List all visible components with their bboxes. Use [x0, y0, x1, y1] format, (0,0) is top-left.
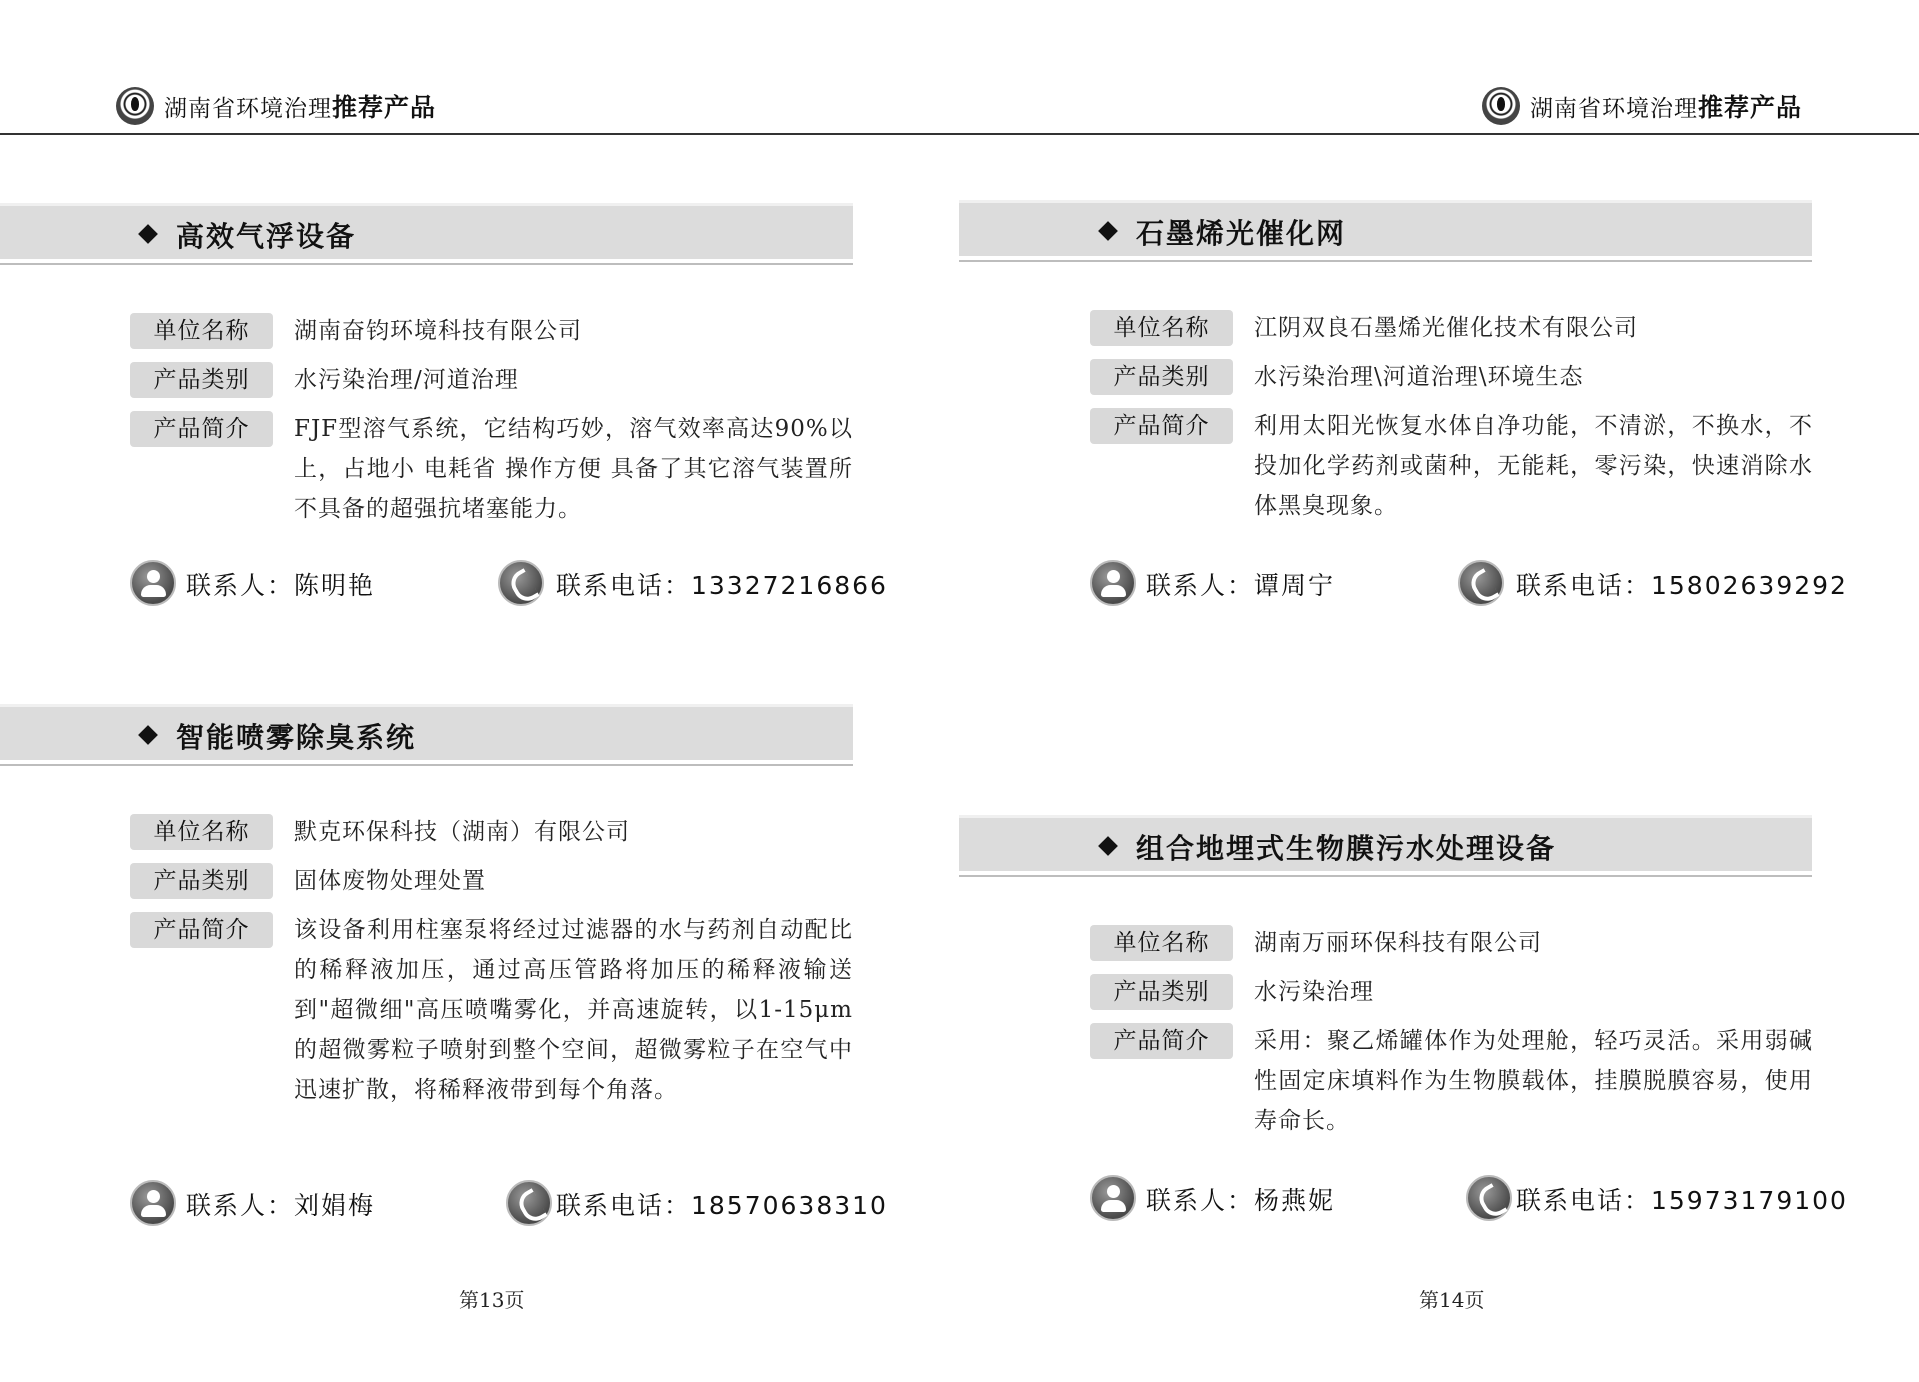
product-card	[0, 704, 888, 1220]
page-number-left: 第13页	[459, 1288, 525, 1312]
running-header-right	[1482, 86, 1802, 126]
product-title: 组合地埋式生物膜污水处理设备	[1136, 832, 1557, 865]
company-label: 单位名称	[1090, 925, 1233, 961]
category-value: 固体废物处理处置	[294, 868, 486, 894]
contact-row	[1090, 560, 1848, 608]
category-value: 水污染治理/河道治理	[294, 367, 519, 393]
product-info	[1090, 925, 1813, 1152]
header-divider	[0, 133, 1919, 135]
contact-row	[130, 1180, 888, 1228]
category-row	[130, 863, 853, 901]
intro-row	[130, 411, 853, 529]
company-row	[130, 313, 853, 351]
product-title-bar	[959, 815, 1812, 871]
page-number-right: 第14页	[1419, 1288, 1485, 1312]
diamond-bullet-icon	[1098, 836, 1118, 856]
category-row	[1090, 359, 1813, 397]
header-title: 湖南省环境治理推荐产品	[164, 93, 437, 122]
intro-value: 利用太阳光恢复水体自净功能，不清淤，不换水，不投加化学药剂或菌种，无能耗，零污染，快速消除水体黑臭现象。	[1254, 413, 1813, 519]
person-icon	[130, 560, 176, 606]
product-title-bar	[0, 203, 853, 259]
contact-person: 联系人：陈明艳	[186, 571, 376, 600]
contact-person: 联系人：杨燕妮	[1146, 1186, 1336, 1215]
product-title-bar	[0, 704, 853, 760]
person-icon	[1090, 560, 1136, 606]
intro-label: 产品简介	[1090, 1023, 1233, 1059]
product-info	[130, 814, 853, 1121]
diamond-bullet-icon	[138, 725, 158, 745]
contact-phone: 联系电话：13327216866	[556, 571, 888, 600]
intro-row	[1090, 408, 1813, 526]
intro-value: 采用：聚乙烯罐体作为处理舱，轻巧灵活。采用弱碱性固定床填料作为生物膜载体，挂膜脱膜容易，使用寿命长。	[1254, 1028, 1813, 1134]
company-value: 江阴双良石墨烯光催化技术有限公司	[1254, 315, 1638, 341]
contact-phone: 联系电话：15973179100	[1516, 1186, 1848, 1215]
category-row	[1090, 974, 1813, 1012]
product-title: 高效气浮设备	[176, 220, 357, 253]
person-icon	[1090, 1175, 1136, 1221]
logo-icon	[1482, 87, 1520, 125]
company-row	[1090, 925, 1813, 963]
phone-icon	[1466, 1175, 1512, 1221]
company-row	[1090, 310, 1813, 348]
company-label: 单位名称	[130, 814, 273, 850]
product-info	[1090, 310, 1813, 537]
company-label: 单位名称	[130, 313, 273, 349]
intro-value: 该设备利用柱塞泵将经过过滤器的水与药剂自动配比的稀释液加压，通过高压管路将加压的稀释液输送到"超微细"高压喷嘴雾化，并高速旋转，以1-15μm 的超微雾粒子喷射到整个空间，超微雾粒子在空气中迅速扩散，将稀释液带到每个角落。	[294, 917, 853, 1103]
logo-icon	[116, 87, 154, 125]
company-value: 湖南奋钧环境科技有限公司	[294, 318, 582, 344]
product-card	[959, 815, 1848, 1215]
category-label: 产品类别	[1090, 974, 1233, 1010]
phone-icon	[498, 560, 544, 606]
diamond-bullet-icon	[1098, 221, 1118, 241]
diamond-bullet-icon	[138, 224, 158, 244]
intro-value: FJF型溶气系统，它结构巧妙，溶气效率高达90%以上，占地小 电耗省 操作方便 具备了其它溶气装置所不具备的超强抗堵塞能力。	[294, 416, 853, 522]
phone-icon	[1458, 560, 1504, 606]
product-info	[130, 313, 853, 540]
company-value: 默克环保科技（湖南）有限公司	[294, 819, 630, 845]
product-title: 智能喷雾除臭系统	[176, 721, 417, 754]
contact-phone: 联系电话：18570638310	[556, 1191, 888, 1220]
product-title: 石墨烯光催化网	[1136, 217, 1347, 250]
company-row	[130, 814, 853, 852]
intro-label: 产品简介	[130, 912, 273, 948]
company-value: 湖南万丽环保科技有限公司	[1254, 930, 1542, 956]
intro-label: 产品简介	[130, 411, 273, 447]
intro-row	[1090, 1023, 1813, 1141]
intro-row	[130, 912, 853, 1110]
company-label: 单位名称	[1090, 310, 1233, 346]
contact-row	[130, 560, 888, 608]
contact-person: 联系人：谭周宁	[1146, 571, 1336, 600]
contact-phone: 联系电话：15802639292	[1516, 571, 1848, 600]
running-header-left	[116, 86, 436, 126]
person-icon	[130, 1180, 176, 1226]
product-card	[959, 200, 1848, 600]
contact-row	[1090, 1175, 1848, 1223]
category-label: 产品类别	[1090, 359, 1233, 395]
category-value: 水污染治理\河道治理\环境生态	[1254, 364, 1584, 390]
category-value: 水污染治理	[1254, 979, 1374, 1005]
header-title: 湖南省环境治理推荐产品	[1530, 93, 1803, 122]
product-title-bar	[959, 200, 1812, 256]
contact-person: 联系人：刘娟梅	[186, 1191, 376, 1220]
category-label: 产品类别	[130, 362, 273, 398]
category-row	[130, 362, 853, 400]
phone-icon	[506, 1180, 552, 1226]
product-card	[0, 203, 888, 600]
category-label: 产品类别	[130, 863, 273, 899]
intro-label: 产品简介	[1090, 408, 1233, 444]
